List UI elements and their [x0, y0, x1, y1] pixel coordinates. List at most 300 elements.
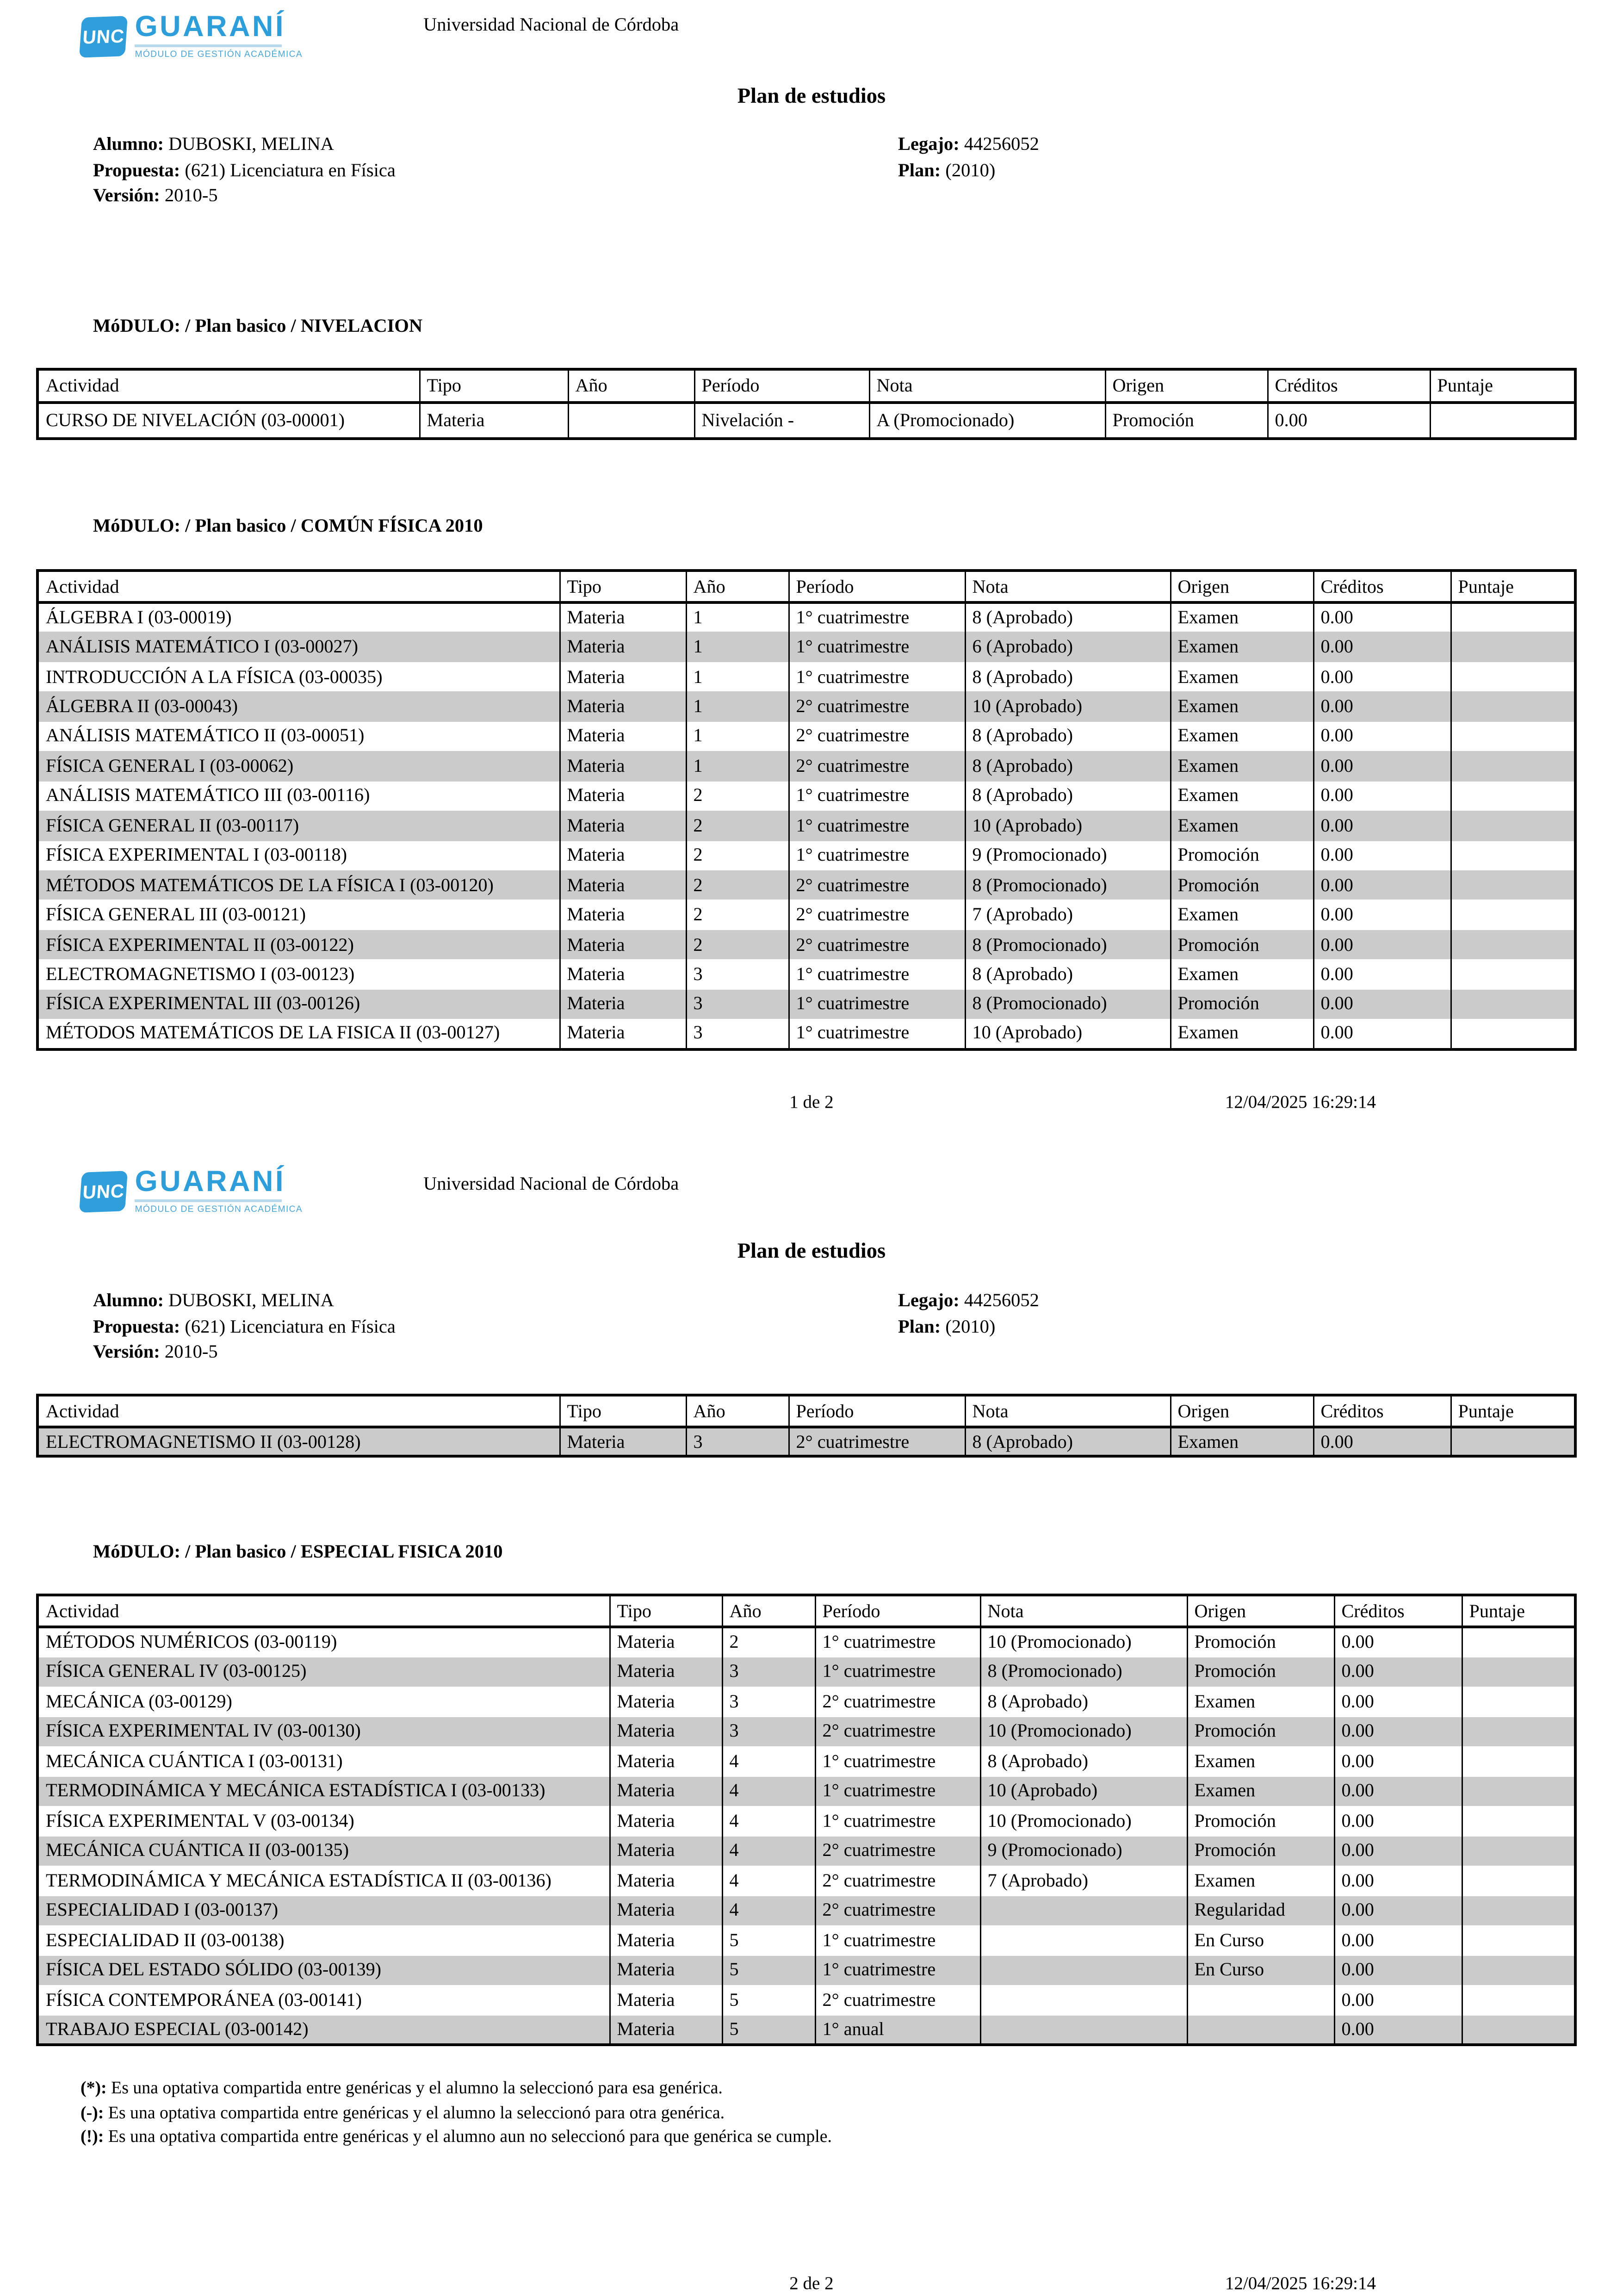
cell: Examen [1170, 692, 1313, 721]
table-row [37, 930, 1575, 959]
university-name: Universidad Nacional de Córdoba [423, 1173, 679, 1194]
cell: 7 (Aprobado) [965, 900, 1170, 930]
cell: 1° cuatrimestre [815, 1955, 980, 1986]
cell: A (Promocionado) [869, 403, 1105, 438]
cell [1450, 811, 1575, 840]
unc-badge-text: UNC [81, 1180, 125, 1203]
cell [980, 2015, 1187, 2045]
cell: ANÁLISIS MATEMÁTICO II (03-00051) [46, 725, 365, 746]
student-alumno [93, 132, 396, 158]
cell: 1° cuatrimestre [815, 1776, 980, 1806]
table-row [37, 1776, 1575, 1806]
cell: 2° cuatrimestre [815, 1687, 980, 1717]
cell: 1° cuatrimestre [815, 1925, 980, 1955]
cell: 0.00 [1313, 632, 1450, 662]
cell: 0.00 [1313, 900, 1450, 930]
footnote-text: Es una optativa compartida entre genéricas y el alumno la seleccionó para otra genérica. [108, 2102, 725, 2122]
plan-value: (2010) [945, 159, 996, 180]
guarani-logo [81, 1167, 303, 1215]
student-legajo [898, 1288, 1039, 1314]
cell: 3 [722, 1717, 815, 1747]
cell: 0.00 [1334, 1746, 1462, 1776]
cell: 1° cuatrimestre [788, 1019, 965, 1049]
table-row [37, 960, 1575, 989]
cell: 3 [722, 1657, 815, 1687]
cell: 0.00 [1313, 811, 1450, 840]
cell: 4 [722, 1746, 815, 1776]
column-header: Tipo [609, 1595, 722, 1627]
table-row [37, 692, 1575, 721]
table-electromagnetismo [36, 1394, 1577, 1458]
cell [1450, 989, 1575, 1019]
cell: 0.00 [1313, 960, 1450, 989]
brand-tagline: MÓDULO DE GESTIÓN ACADÉMICA [135, 1205, 303, 1215]
propuesta-value: (621) Licenciatura en Física [185, 159, 396, 180]
table-row [37, 1896, 1575, 1926]
cell: Promoción [1170, 989, 1313, 1019]
column-header: Nota [980, 1595, 1187, 1627]
cell: 1° cuatrimestre [815, 1806, 980, 1836]
cell: 10 (Aprobado) [965, 1019, 1170, 1049]
column-header: Origen [1170, 1395, 1313, 1427]
cell: 0.00 [1267, 403, 1430, 438]
cell: 0.00 [1334, 1985, 1462, 2015]
plan-label: Plan: [898, 159, 941, 180]
cell: Materia [609, 1985, 722, 2015]
cell: Examen [1170, 1019, 1313, 1049]
cell: 2 [686, 930, 788, 959]
cell: Materia [559, 602, 686, 632]
cell: Materia [609, 1806, 722, 1836]
cell [1462, 1896, 1575, 1926]
cell: 8 (Aprobado) [965, 721, 1170, 751]
cell: Materia [609, 2015, 722, 2045]
cell: 1° cuatrimestre [788, 602, 965, 632]
page-title: Plan de estudios [737, 85, 886, 108]
cell: 5 [722, 1925, 815, 1955]
column-header: Nota [965, 1395, 1170, 1427]
cell: 10 (Aprobado) [965, 692, 1170, 721]
cell: Materia [559, 960, 686, 989]
alumno-value: DUBOSKI, MELINA [168, 133, 334, 154]
cell [1450, 662, 1575, 692]
column-header: Actividad [37, 1395, 559, 1427]
cell: Materia [609, 1687, 722, 1717]
cell: 3 [686, 1427, 788, 1457]
cell [1187, 1985, 1334, 2015]
student-plan [898, 158, 1039, 184]
column-header: Puntaje [1450, 1395, 1575, 1427]
student-info-right [898, 1288, 1039, 1340]
cell: FÍSICA GENERAL III (03-00121) [46, 904, 306, 925]
table-row [37, 870, 1575, 900]
cell: FÍSICA EXPERIMENTAL V (03-00134) [46, 1810, 354, 1831]
column-header: Período [694, 369, 869, 403]
cell: Materia [609, 1627, 722, 1657]
cell: Promoción [1187, 1836, 1334, 1866]
table-header-row [37, 1395, 1575, 1427]
table-row [37, 632, 1575, 662]
cell [1462, 1657, 1575, 1687]
cell: 7 (Aprobado) [980, 1866, 1187, 1896]
cell [1462, 1836, 1575, 1866]
cell: Materia [559, 1427, 686, 1457]
cell: 2 [686, 781, 788, 811]
column-header: Actividad [37, 369, 419, 403]
cell: 5 [722, 1955, 815, 1986]
cell: Materia [559, 781, 686, 811]
brand-text [135, 1167, 303, 1215]
cell: ESPECIALIDAD I (03-00137) [37, 1896, 609, 1926]
cell: Materia [559, 751, 686, 781]
cell: Promoción [1187, 1717, 1334, 1747]
cell [1462, 1955, 1575, 1986]
cell: 8 (Aprobado) [980, 1746, 1187, 1776]
footnote-exclamation [81, 2125, 832, 2150]
cell: 10 (Promocionado) [980, 1627, 1187, 1657]
cell: 1 [686, 751, 788, 781]
cell: 2° cuatrimestre [788, 751, 965, 781]
alumno-label: Alumno: [93, 133, 164, 154]
cell: 1 [686, 721, 788, 751]
cell: 8 (Promocionado) [965, 989, 1170, 1019]
cell: TRABAJO ESPECIAL (03-00142) [37, 2015, 609, 2045]
cell: 3 [722, 1687, 815, 1717]
cell: 2° cuatrimestre [815, 1836, 980, 1866]
column-header: Tipo [559, 1395, 686, 1427]
cell [1450, 841, 1575, 870]
table-row [37, 1955, 1575, 1986]
cell: 8 (Aprobado) [965, 751, 1170, 781]
cell [1462, 1985, 1575, 2015]
cell: 8 (Aprobado) [980, 1687, 1187, 1717]
table-row [37, 900, 1575, 930]
cell: Examen [1170, 602, 1313, 632]
table-header-row [37, 1595, 1575, 1627]
cell: 8 (Promocionado) [980, 1657, 1187, 1687]
cell: 0.00 [1334, 1717, 1462, 1747]
cell: Materia [609, 1925, 722, 1955]
cell: MECÁNICA CUÁNTICA II (03-00135) [37, 1836, 609, 1866]
cell: 0.00 [1334, 1955, 1462, 1986]
cell: FÍSICA EXPERIMENTAL I (03-00118) [46, 844, 347, 865]
cell: 0.00 [1334, 1776, 1462, 1806]
cell [1450, 960, 1575, 989]
cell: 10 (Aprobado) [965, 811, 1170, 840]
cell [1462, 1627, 1575, 1657]
cell: Examen [1170, 632, 1313, 662]
cell: Promoción [1105, 403, 1267, 438]
cell: 0.00 [1334, 1866, 1462, 1896]
cell: FÍSICA GENERAL I (03-00062) [37, 751, 559, 781]
cell: 2 [686, 900, 788, 930]
column-header: Año [686, 1395, 788, 1427]
cell: 0.00 [1313, 602, 1450, 632]
cell: CURSO DE NIVELACIÓN (03-00001) [46, 409, 345, 430]
column-header: Período [815, 1595, 980, 1627]
cell [1187, 2015, 1334, 2045]
cell: Materia [559, 811, 686, 840]
cell: 2° cuatrimestre [815, 1717, 980, 1747]
cell [980, 1985, 1187, 2015]
cell: Materia [559, 870, 686, 900]
cell: Regularidad [1187, 1896, 1334, 1926]
cell: 6 (Aprobado) [965, 632, 1170, 662]
cell: En Curso [1187, 1955, 1334, 1986]
cell: 1° cuatrimestre [788, 781, 965, 811]
version-label: Versión: [93, 1341, 160, 1362]
cell: 3 [686, 989, 788, 1019]
column-header: Año [722, 1595, 815, 1627]
cell [1450, 930, 1575, 959]
cell: 8 (Aprobado) [965, 602, 1170, 632]
cell: 2° cuatrimestre [788, 1427, 965, 1457]
cell: 2° cuatrimestre [788, 930, 965, 959]
page-number-2: 2 de 2 [789, 2272, 834, 2293]
cell: 1° cuatrimestre [815, 1627, 980, 1657]
footnote-text: Es una optativa compartida entre genéricas y el alumno aun no seleccionó para que genérica se cumple. [108, 2127, 832, 2146]
column-header: Nota [869, 369, 1105, 403]
cell: 8 (Aprobado) [965, 662, 1170, 692]
cell: Materia [609, 1657, 722, 1687]
student-info-right [898, 132, 1039, 183]
table-row [37, 1985, 1575, 2015]
cell: 2° cuatrimestre [815, 1896, 980, 1926]
cell [1450, 751, 1575, 781]
cell [1462, 2015, 1575, 2045]
cell: ELECTROMAGNETISMO I (03-00123) [46, 963, 355, 984]
cell [1450, 632, 1575, 662]
propuesta-label: Propuesta: [93, 159, 180, 180]
cell: 1 [686, 662, 788, 692]
cell: Materia [559, 662, 686, 692]
cell: 0.00 [1334, 1836, 1462, 1866]
cell: 1 [686, 692, 788, 721]
cell: 1° anual [815, 2015, 980, 2045]
brand-text [135, 12, 303, 60]
cell [1450, 1019, 1575, 1049]
table-row [37, 602, 1575, 632]
cell: Materia [609, 1717, 722, 1747]
cell: 0.00 [1334, 2015, 1462, 2045]
cell: Materia [559, 692, 686, 721]
cell: 0.00 [1334, 1657, 1462, 1687]
cell: Materia [609, 1836, 722, 1866]
cell: Promoción [1187, 1657, 1334, 1687]
cell: 1° cuatrimestre [788, 632, 965, 662]
student-alumno [93, 1288, 396, 1314]
footnote-label: (-): [81, 2102, 104, 2122]
alumno-label: Alumno: [93, 1290, 164, 1310]
cell: 5 [722, 1985, 815, 2015]
column-header: Tipo [419, 369, 568, 403]
footnote-asterisk [81, 2077, 832, 2101]
cell: Materia [419, 403, 568, 438]
cell: ÁLGEBRA I (03-00019) [46, 607, 232, 628]
cell: 1° cuatrimestre [788, 989, 965, 1019]
brand-divider [135, 1199, 282, 1202]
table-row [37, 1836, 1575, 1866]
table-row [37, 721, 1575, 751]
cell: ESPECIALIDAD II (03-00138) [46, 1929, 285, 1950]
cell: 3 [686, 1019, 788, 1049]
cell: 1° cuatrimestre [788, 960, 965, 989]
cell: 4 [722, 1776, 815, 1806]
university-name: Universidad Nacional de Córdoba [423, 14, 679, 35]
column-header: Actividad [37, 1595, 609, 1627]
cell: MECÁNICA (03-00129) [46, 1690, 232, 1712]
cell [1462, 1687, 1575, 1717]
unc-badge-icon [79, 1171, 128, 1212]
column-header: Créditos [1334, 1595, 1462, 1627]
table-especial-fisica [36, 1594, 1577, 2046]
cell [1450, 781, 1575, 811]
cell [980, 1925, 1187, 1955]
student-propuesta [93, 158, 396, 184]
cell: 2 [686, 841, 788, 870]
cell: Examen [1187, 1866, 1334, 1896]
cell: FÍSICA CONTEMPORÁNEA (03-00141) [46, 1989, 362, 2010]
footnote-label: (!): [81, 2127, 104, 2146]
table-row [37, 1925, 1575, 1955]
cell: FÍSICA DEL ESTADO SÓLIDO (03-00139) [37, 1955, 609, 1986]
module-title-nivelacion: MóDULO: / Plan basico / NIVELACION [93, 315, 423, 336]
column-header: Tipo [559, 571, 686, 602]
cell: TERMODINÁMICA Y MECÁNICA ESTADÍSTICA II (03-00136) [46, 1869, 551, 1891]
cell: Examen [1170, 662, 1313, 692]
print-timestamp-2: 12/04/2025 16:29:14 [1225, 2272, 1376, 2293]
cell [1450, 692, 1575, 721]
cell: ANÁLISIS MATEMÁTICO III (03-00116) [46, 785, 370, 806]
cell: Materia [609, 1896, 722, 1926]
cell: 0.00 [1313, 841, 1450, 870]
cell: Examen [1187, 1687, 1334, 1717]
table-row [37, 1866, 1575, 1896]
cell: 10 (Promocionado) [980, 1806, 1187, 1836]
brand-divider [135, 44, 282, 47]
cell: Examen [1187, 1776, 1334, 1806]
cell: Materia [609, 1746, 722, 1776]
table-row [37, 781, 1575, 811]
cell [1462, 1925, 1575, 1955]
column-header: Origen [1187, 1595, 1334, 1627]
cell: 2° cuatrimestre [815, 1866, 980, 1896]
cell: 9 (Promocionado) [980, 1836, 1187, 1866]
table-row [37, 811, 1575, 840]
student-version [93, 183, 396, 209]
cell [568, 403, 694, 438]
cell [1462, 1866, 1575, 1896]
cell: En Curso [1187, 1925, 1334, 1955]
cell: 2° cuatrimestre [788, 692, 965, 721]
cell: Promoción [1170, 870, 1313, 900]
cell: 2 [686, 870, 788, 900]
cell: Promoción [1187, 1627, 1334, 1657]
cell: 2° cuatrimestre [815, 1985, 980, 2015]
cell: INTRODUCCIÓN A LA FÍSICA (03-00035) [46, 665, 383, 687]
brand-tagline: MÓDULO DE GESTIÓN ACADÉMICA [135, 50, 303, 60]
column-header: Créditos [1313, 571, 1450, 602]
column-header: Período [788, 1395, 965, 1427]
page-title: Plan de estudios [737, 1240, 886, 1263]
cell: Materia [609, 1866, 722, 1896]
cell: 0.00 [1313, 781, 1450, 811]
cell [1450, 602, 1575, 632]
cell: 0.00 [1313, 1019, 1450, 1049]
column-header: Origen [1105, 369, 1267, 403]
table-row [37, 1806, 1575, 1836]
cell: TERMODINÁMICA Y MECÁNICA ESTADÍSTICA I (03-00133) [37, 1776, 609, 1806]
cell: 2 [686, 811, 788, 840]
legajo-label: Legajo: [898, 133, 960, 154]
table-row [37, 1746, 1575, 1776]
table-header-row [37, 571, 1575, 602]
cell: Examen [1170, 1427, 1313, 1457]
footnote-dash [81, 2101, 832, 2126]
page-number-1: 1 de 2 [789, 1091, 834, 1112]
cell: 0.00 [1313, 662, 1450, 692]
column-header: Período [788, 571, 965, 602]
cell: 4 [722, 1806, 815, 1836]
cell: Materia [559, 1019, 686, 1049]
cell: FÍSICA EXPERIMENTAL IV (03-00130) [37, 1717, 609, 1747]
plan-label: Plan: [898, 1315, 941, 1336]
cell [1450, 900, 1575, 930]
cell: 2° cuatrimestre [788, 870, 965, 900]
cell: 0.00 [1313, 1427, 1450, 1457]
student-info-left [93, 1288, 396, 1365]
cell: 3 [686, 960, 788, 989]
student-plan [898, 1314, 1039, 1340]
table-nivelacion [36, 368, 1577, 440]
table-row [37, 1427, 1575, 1457]
propuesta-value: (621) Licenciatura en Física [185, 1315, 396, 1336]
column-header: Año [686, 571, 788, 602]
cell: 8 (Aprobado) [965, 960, 1170, 989]
cell [1450, 1427, 1575, 1457]
footnote-label: (*): [81, 2078, 107, 2097]
cell: Materia [559, 930, 686, 959]
column-header: Origen [1170, 571, 1313, 602]
table-row [37, 1717, 1575, 1747]
column-header: Actividad [37, 571, 559, 602]
column-header: Puntaje [1450, 571, 1575, 602]
table-row [37, 751, 1575, 781]
cell: 0.00 [1334, 1896, 1462, 1926]
footnotes [81, 2077, 832, 2150]
cell: 2 [722, 1627, 815, 1657]
cell: 5 [722, 2015, 815, 2045]
unc-badge-icon [79, 16, 128, 57]
student-legajo [898, 132, 1039, 158]
cell: 1° cuatrimestre [815, 1657, 980, 1687]
cell: Examen [1170, 751, 1313, 781]
cell: 0.00 [1334, 1925, 1462, 1955]
cell: ÁLGEBRA II (03-00043) [37, 692, 559, 721]
propuesta-label: Propuesta: [93, 1315, 180, 1336]
cell: 1° cuatrimestre [788, 841, 965, 870]
alumno-value: DUBOSKI, MELINA [168, 1290, 334, 1310]
version-value: 2010-5 [164, 1341, 218, 1362]
cell: 10 (Promocionado) [980, 1717, 1187, 1747]
brand-name: GUARANÍ [135, 1166, 286, 1198]
cell: 9 (Promocionado) [965, 841, 1170, 870]
cell [1430, 403, 1575, 438]
cell: MÉTODOS NUMÉRICOS (03-00119) [46, 1631, 337, 1652]
cell: MÉTODOS MATEMÁTICOS DE LA FISICA II (03-00127) [46, 1022, 500, 1043]
cell: 8 (Promocionado) [965, 930, 1170, 959]
cell: FÍSICA GENERAL IV (03-00125) [37, 1657, 609, 1687]
